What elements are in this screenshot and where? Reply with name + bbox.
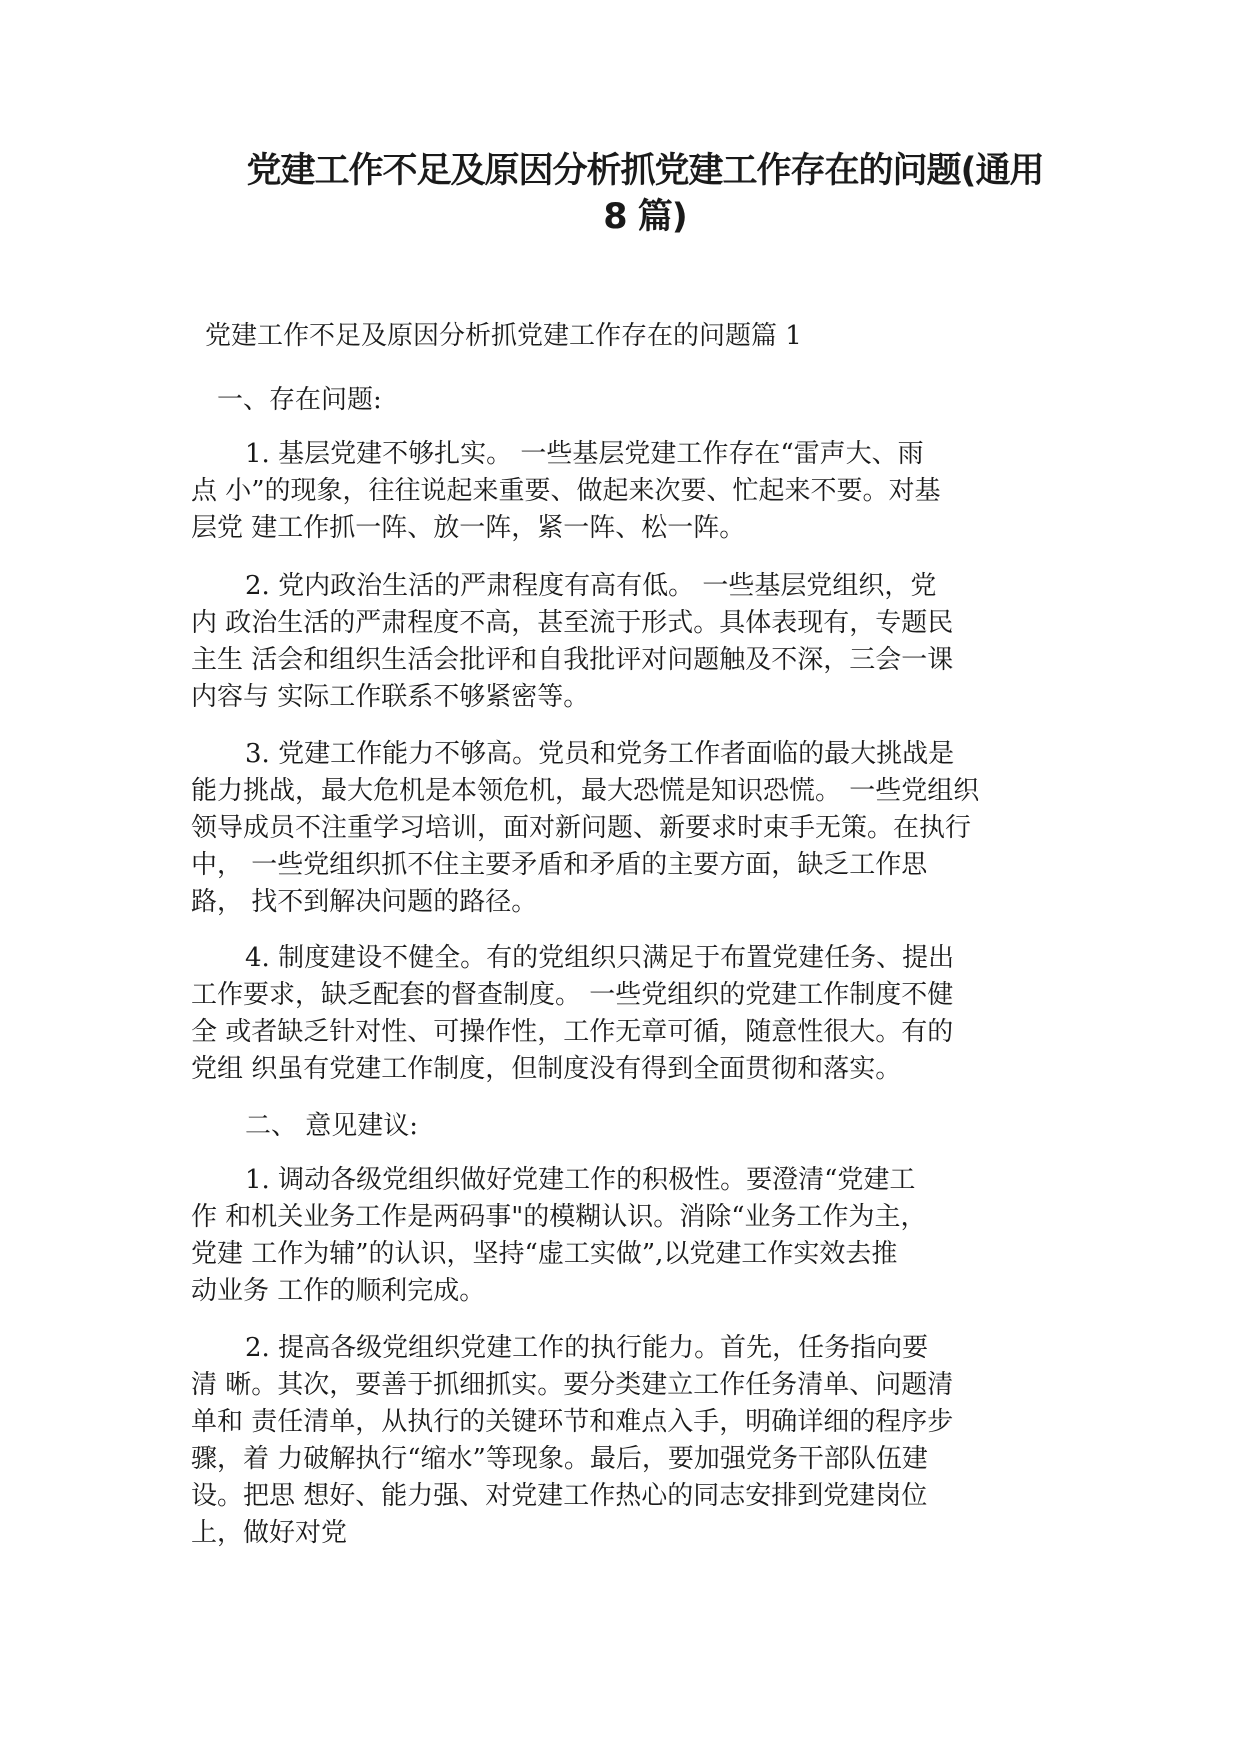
- paragraph-problem-3: [191, 736, 1051, 921]
- text-line: 2. 提高各级党组织党建工作的执行能力。首先，任务指向要: [245, 1333, 929, 1363]
- section-heading-suggestions: 二、 意见建议:: [245, 1111, 419, 1141]
- document-title: [215, 148, 1075, 240]
- title-line-1: 党建工作不足及原因分析抓党建工作存在的问题(通用: [246, 151, 1044, 191]
- text-line: 1. 基层党建不够扎实。 一些基层党建工作存在“雷声大、雨: [245, 439, 924, 469]
- text-line: 全 或者缺乏针对性、可操作性，工作无章可循，随意性很大。有的: [191, 1017, 954, 1047]
- text-line: 中， 一些党组织抓不住主要矛盾和矛盾的主要方面，缺乏工作思: [191, 850, 928, 880]
- text-line: 动业务 工作的顺利完成。: [191, 1276, 486, 1306]
- text-line: 清 晰。其次，要善于抓细抓实。要分类建立工作任务清单、问题清: [191, 1370, 954, 1400]
- text-line: 1. 调动各级党组织做好党建工作的积极性。要澄清“党建工: [245, 1165, 916, 1195]
- text-line: 能力挑战，最大危机是本领危机，最大恐慌是知识恐慌。 一些党组织: [191, 776, 980, 806]
- text-line: 党组 织虽有党建工作制度，但制度没有得到全面贯彻和落实。: [191, 1054, 902, 1084]
- text-line: 单和 责任清单，从执行的关键环节和难点入手，明确详细的程序步: [191, 1407, 954, 1437]
- section-heading-problems: 一、存在问题:: [217, 385, 382, 415]
- text-line: 3. 党建工作能力不够高。党员和党务工作者面临的最大挑战是: [245, 739, 955, 769]
- paragraph-suggestion-2: [191, 1330, 1051, 1552]
- text-line: 2. 党内政治生活的严肃程度有高有低。 一些基层党组织，党: [245, 571, 937, 601]
- text-line: 内容与 实际工作联系不够紧密等。: [191, 682, 590, 712]
- text-line: 骤，着 力破解执行“缩水”等现象。最后，要加强党务干部队伍建: [191, 1444, 928, 1474]
- paragraph-problem-4: [191, 940, 1051, 1088]
- text-line: 层党 建工作抓一阵、放一阵，紧一阵、松一阵。: [191, 513, 746, 543]
- article-subtitle: 党建工作不足及原因分析抓党建工作存在的问题篇 1: [205, 321, 802, 351]
- text-line: 党建 工作为辅”的认识，坚持“虚工实做”,以党建工作实效去推: [191, 1239, 898, 1269]
- paragraph-problem-2: [191, 568, 1051, 716]
- text-line: 点 小”的现象，往往说起来重要、做起来次要、忙起来不要。对基: [191, 476, 941, 506]
- text-line: 4. 制度建设不健全。有的党组织只满足于布置党建任务、提出: [245, 943, 955, 973]
- text-line: 路， 找不到解决问题的路径。: [191, 887, 538, 917]
- text-line: 上，做好对党: [191, 1518, 348, 1548]
- paragraph-suggestion-1: [191, 1162, 1051, 1310]
- text-line: 作 和机关业务工作是两码事"的模糊认识。消除“业务工作为主，: [191, 1202, 927, 1232]
- text-line: 内 政治生活的严肃程度不高，甚至流于形式。具体表现有，专题民: [191, 608, 954, 638]
- title-line-2: 8 篇): [603, 197, 687, 237]
- text-line: 主生 活会和组织生活会批评和自我批评对问题触及不深，三会一课: [191, 645, 954, 675]
- text-line: 领导成员不注重学习培训，面对新问题、新要求时束手无策。在执行: [191, 813, 972, 843]
- text-line: 工作要求，缺乏配套的督查制度。 一些党组织的党建工作制度不健: [191, 980, 954, 1010]
- text-line: 设。把思 想好、能力强、对党建工作热心的同志安排到党建岗位: [191, 1481, 928, 1511]
- paragraph-problem-1: [191, 436, 1051, 547]
